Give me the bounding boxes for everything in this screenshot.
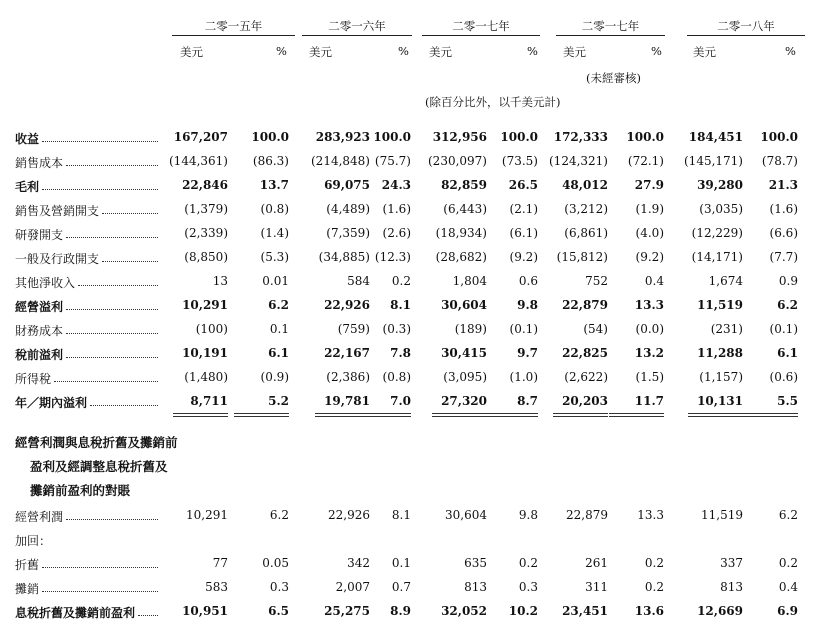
table-cell: (124,321) [549, 154, 608, 168]
total-underline [432, 413, 487, 414]
table-cell: 0.2 [518, 556, 538, 570]
table-cell: 11,519 [697, 298, 743, 312]
table-cell: 184,451 [688, 130, 743, 144]
table-cell: 12,669 [697, 604, 743, 618]
row-label: 加回： [15, 534, 52, 548]
table-row [0, 250, 831, 266]
table-cell: 1,674 [708, 274, 743, 288]
table-cell: (1.5) [635, 370, 664, 384]
table-cell: (3,035) [699, 202, 743, 216]
table-cell: 8.7 [517, 394, 538, 408]
usd-label: 美元 [693, 45, 716, 59]
period-underline [687, 35, 805, 36]
table-cell: 5.2 [268, 394, 289, 408]
leader-dots [78, 285, 158, 286]
leader-dots [42, 591, 158, 592]
table-cell: 9.7 [517, 346, 538, 360]
table-cell: 2,007 [335, 580, 370, 594]
table-cell: 100.0 [626, 130, 664, 144]
table-cell: 7.0 [390, 394, 411, 408]
row-label: 銷售及營銷開支 [15, 204, 100, 218]
table-cell: 813 [464, 580, 487, 594]
table-row [0, 202, 831, 218]
table-row [0, 394, 831, 410]
usd-label: 美元 [429, 45, 452, 59]
table-row [0, 298, 831, 314]
table-cell: 6.2 [777, 298, 798, 312]
row-label: 研發開支 [15, 228, 64, 242]
table-cell: (6,443) [443, 202, 487, 216]
table-cell: 283,923 [315, 130, 370, 144]
table-cell: (86.3) [252, 154, 289, 168]
period-heading: 二零一五年 [204, 19, 263, 33]
period-underline [302, 35, 412, 36]
leader-dots [66, 309, 158, 310]
percent-label: % [276, 44, 287, 58]
table-cell: (1.6) [382, 202, 411, 216]
table-cell: 813 [720, 580, 743, 594]
table-cell: 8.1 [391, 508, 411, 522]
leader-dots [42, 567, 158, 568]
table-cell: (759) [337, 322, 370, 336]
table-cell: 22,879 [562, 298, 608, 312]
row-label: 毛利 [15, 180, 40, 194]
total-double-underline [173, 416, 228, 417]
period-heading: 二零一八年 [717, 19, 775, 33]
table-cell: 8.1 [390, 298, 411, 312]
table-cell: 30,415 [441, 346, 487, 360]
total-double-underline [356, 416, 411, 417]
table-cell: (2,622) [564, 370, 608, 384]
period-underline [422, 35, 540, 36]
table-cell: 0.7 [391, 580, 411, 594]
table-cell: 13 [212, 274, 228, 288]
table-cell: 22,926 [324, 298, 370, 312]
table-cell: (5.3) [260, 250, 289, 264]
row-label: 所得稅 [15, 372, 52, 386]
table-cell: (18,934) [435, 226, 487, 240]
table-cell: 13.2 [634, 346, 664, 360]
table-cell: 0.2 [644, 556, 664, 570]
total-double-underline [483, 416, 538, 417]
table-cell: 11,519 [701, 508, 743, 522]
table-cell: 0.3 [518, 580, 538, 594]
table-cell: 0.05 [262, 556, 289, 570]
total-underline [609, 413, 664, 414]
table-cell: 13.7 [259, 178, 289, 192]
table-cell: 0.9 [778, 274, 798, 288]
table-row [0, 604, 831, 620]
table-cell: 6.1 [268, 346, 289, 360]
table-cell: (14,171) [691, 250, 743, 264]
table-cell: 26.5 [508, 178, 538, 192]
leader-dots [42, 189, 158, 190]
usd-label: 美元 [563, 45, 586, 59]
table-cell: 39,280 [697, 178, 743, 192]
section-title-line: 盈利及經調整息稅折舊及 [30, 459, 168, 474]
table-cell: (3,095) [443, 370, 487, 384]
table-cell: 30,604 [441, 298, 487, 312]
table-cell: (3,212) [564, 202, 608, 216]
table-cell: 13.3 [634, 298, 664, 312]
table-cell: 0.1 [391, 556, 411, 570]
row-label: 一般及行政開支 [15, 252, 100, 266]
table-cell: 25,275 [324, 604, 370, 618]
total-double-underline [609, 416, 664, 417]
table-row [0, 508, 831, 524]
table-cell: 0.6 [518, 274, 538, 288]
table-cell: 23,451 [562, 604, 608, 618]
table-cell: 5.5 [777, 394, 798, 408]
percent-label: % [785, 44, 796, 58]
table-cell: 21.3 [768, 178, 798, 192]
total-double-underline [432, 416, 487, 417]
leader-dots [66, 333, 158, 334]
table-cell: 172,333 [553, 130, 608, 144]
table-cell: 8,711 [190, 394, 228, 408]
table-cell: (1.4) [260, 226, 289, 240]
table-cell: (189) [454, 322, 487, 336]
usd-label: 美元 [180, 45, 203, 59]
period-heading: 二零一七年 [581, 19, 640, 33]
table-cell: 583 [205, 580, 228, 594]
total-double-underline [553, 416, 608, 417]
period-underline [172, 35, 295, 36]
unaudited-note: (未經審核) [586, 71, 641, 85]
leader-dots [66, 519, 158, 520]
table-cell: 11.7 [634, 394, 664, 408]
table-cell: 6.1 [777, 346, 798, 360]
table-row [0, 154, 831, 170]
table-cell: 312,956 [432, 130, 487, 144]
table-cell: (2,386) [326, 370, 370, 384]
table-cell: 342 [347, 556, 370, 570]
table-cell: 6.2 [269, 508, 289, 522]
table-cell: 10.2 [508, 604, 538, 618]
table-cell: 0.4 [778, 580, 798, 594]
table-cell: (0.3) [382, 322, 411, 336]
table-cell: (15,812) [556, 250, 608, 264]
table-cell: 10,131 [697, 394, 743, 408]
table-cell: (0.1) [769, 322, 798, 336]
table-cell: (54) [583, 322, 608, 336]
table-cell: (4,489) [326, 202, 370, 216]
table-cell: 30,604 [445, 508, 487, 522]
percent-label: % [651, 44, 662, 58]
total-underline [234, 413, 289, 414]
total-double-underline [743, 416, 798, 417]
table-cell: (6.6) [769, 226, 798, 240]
table-cell: 0.2 [778, 556, 798, 570]
table-cell: (230,097) [428, 154, 487, 168]
table-row [0, 370, 831, 386]
table-cell: 0.4 [644, 274, 664, 288]
table-cell: (1,480) [184, 370, 228, 384]
section-title-line: 攤銷前盈利的對賬 [30, 483, 131, 498]
table-row [0, 226, 831, 242]
table-cell: (6,861) [564, 226, 608, 240]
table-cell: 82,859 [441, 178, 487, 192]
table-row [0, 178, 831, 194]
table-cell: 261 [585, 556, 608, 570]
table-cell: (12,229) [691, 226, 743, 240]
table-cell: (9.2) [635, 250, 664, 264]
leader-dots [66, 165, 158, 166]
row-label: 攤銷 [15, 582, 40, 596]
table-cell: (0.9) [260, 370, 289, 384]
row-label: 經營溢利 [15, 300, 64, 314]
table-cell: 24.3 [381, 178, 411, 192]
leader-dots [66, 237, 158, 238]
table-cell: (2,339) [184, 226, 228, 240]
table-cell: 11,288 [697, 346, 743, 360]
period-heading: 二零一七年 [452, 19, 510, 33]
table-cell: 752 [585, 274, 608, 288]
row-label: 財務成本 [15, 324, 64, 338]
table-cell: 32,052 [441, 604, 487, 618]
table-cell: 100.0 [373, 130, 411, 144]
table-cell: (8,850) [184, 250, 228, 264]
row-label: 收益 [15, 132, 40, 146]
table-cell: 0.2 [644, 580, 664, 594]
table-cell: 48,012 [562, 178, 608, 192]
period-underline [556, 35, 665, 36]
table-cell: (6.1) [509, 226, 538, 240]
table-cell: 1,804 [452, 274, 487, 288]
row-label: 息稅折舊及攤銷前盈利 [15, 606, 136, 620]
percent-label: % [527, 44, 538, 58]
row-label: 折舊 [15, 558, 40, 572]
table-cell: 20,203 [562, 394, 608, 408]
row-label: 銷售成本 [15, 156, 64, 170]
table-cell: (231) [710, 322, 743, 336]
table-cell: 9.8 [517, 298, 538, 312]
table-cell: 337 [720, 556, 743, 570]
table-row [0, 346, 831, 362]
table-cell: (0.1) [509, 322, 538, 336]
table-cell: 0.3 [269, 580, 289, 594]
table-cell: 0.2 [391, 274, 411, 288]
leader-dots [42, 141, 158, 142]
table-cell: 10,191 [182, 346, 228, 360]
leader-dots [66, 357, 158, 358]
table-cell: (9.2) [509, 250, 538, 264]
table-cell: 6.2 [778, 508, 798, 522]
table-cell: (7.7) [769, 250, 798, 264]
table-cell: 635 [464, 556, 487, 570]
table-cell: 22,825 [562, 346, 608, 360]
table-cell: 6.5 [268, 604, 289, 618]
table-cell: (73.5) [501, 154, 538, 168]
table-cell: (7,359) [326, 226, 370, 240]
total-underline [743, 413, 798, 414]
table-cell: 0.01 [262, 274, 289, 288]
section-title-line: 經營利潤與息稅折舊及攤銷前 [15, 435, 178, 450]
table-cell: 584 [347, 274, 370, 288]
period-heading: 二零一六年 [328, 19, 386, 33]
table-cell: 100.0 [500, 130, 538, 144]
row-label: 其他淨收入 [15, 276, 76, 290]
table-cell: 6.9 [777, 604, 798, 618]
table-cell: (0.8) [260, 202, 289, 216]
table-row [0, 274, 831, 290]
table-cell: (214,848) [311, 154, 370, 168]
table-cell: 8.9 [390, 604, 411, 618]
percent-label: % [398, 44, 409, 58]
total-underline [356, 413, 411, 414]
table-row [0, 130, 831, 146]
table-row [0, 322, 831, 338]
table-cell: (0.8) [382, 370, 411, 384]
table-cell: 22,167 [324, 346, 370, 360]
table-cell: (2.6) [382, 226, 411, 240]
total-underline [173, 413, 228, 414]
table-cell: (78.7) [761, 154, 798, 168]
table-cell: 311 [585, 580, 608, 594]
table-cell: 10,291 [182, 298, 228, 312]
table-cell: 100.0 [251, 130, 289, 144]
row-label: 年／期內溢利 [15, 396, 88, 410]
table-row [0, 532, 831, 548]
leader-dots [54, 381, 158, 382]
table-cell: (145,171) [684, 154, 743, 168]
table-cell: (1.6) [769, 202, 798, 216]
table-cell: 9.8 [518, 508, 538, 522]
total-underline [483, 413, 538, 414]
table-cell: 27.9 [634, 178, 664, 192]
table-cell: 22,926 [328, 508, 370, 522]
table-cell: (12.3) [374, 250, 411, 264]
table-cell: 13.6 [634, 604, 664, 618]
table-cell: (0.0) [635, 322, 664, 336]
table-cell: (4.0) [635, 226, 664, 240]
table-cell: (100) [195, 322, 228, 336]
unit-note: (除百分比外，以千美元計) [425, 95, 561, 109]
total-double-underline [688, 416, 743, 417]
table-cell: (144,361) [169, 154, 228, 168]
table-cell: (0.6) [769, 370, 798, 384]
table-cell: (1.9) [635, 202, 664, 216]
row-label: 經營利潤 [15, 510, 64, 524]
table-cell: 7.8 [390, 346, 411, 360]
table-row [0, 580, 831, 596]
table-cell: (1.0) [509, 370, 538, 384]
total-double-underline [234, 416, 289, 417]
table-cell: 77 [212, 556, 228, 570]
table-cell: 10,291 [186, 508, 228, 522]
total-underline [688, 413, 743, 414]
table-row [0, 556, 831, 572]
table-cell: (28,682) [435, 250, 487, 264]
table-cell: 100.0 [760, 130, 798, 144]
table-cell: 69,075 [324, 178, 370, 192]
table-cell: (1,157) [699, 370, 743, 384]
table-cell: (2.1) [509, 202, 538, 216]
usd-label: 美元 [309, 45, 332, 59]
table-cell: (34,885) [318, 250, 370, 264]
table-cell: (1,379) [184, 202, 228, 216]
table-cell: (72.1) [627, 154, 664, 168]
table-cell: 10,951 [182, 604, 228, 618]
total-underline [553, 413, 608, 414]
row-label: 稅前溢利 [15, 348, 64, 362]
table-cell: 19,781 [324, 394, 370, 408]
table-cell: 0.1 [269, 322, 289, 336]
table-cell: 27,320 [441, 394, 487, 408]
table-cell: 22,879 [566, 508, 608, 522]
table-cell: 167,207 [173, 130, 228, 144]
table-cell: (75.7) [374, 154, 411, 168]
table-cell: 22,846 [182, 178, 228, 192]
table-cell: 13.3 [637, 508, 664, 522]
table-cell: 6.2 [268, 298, 289, 312]
